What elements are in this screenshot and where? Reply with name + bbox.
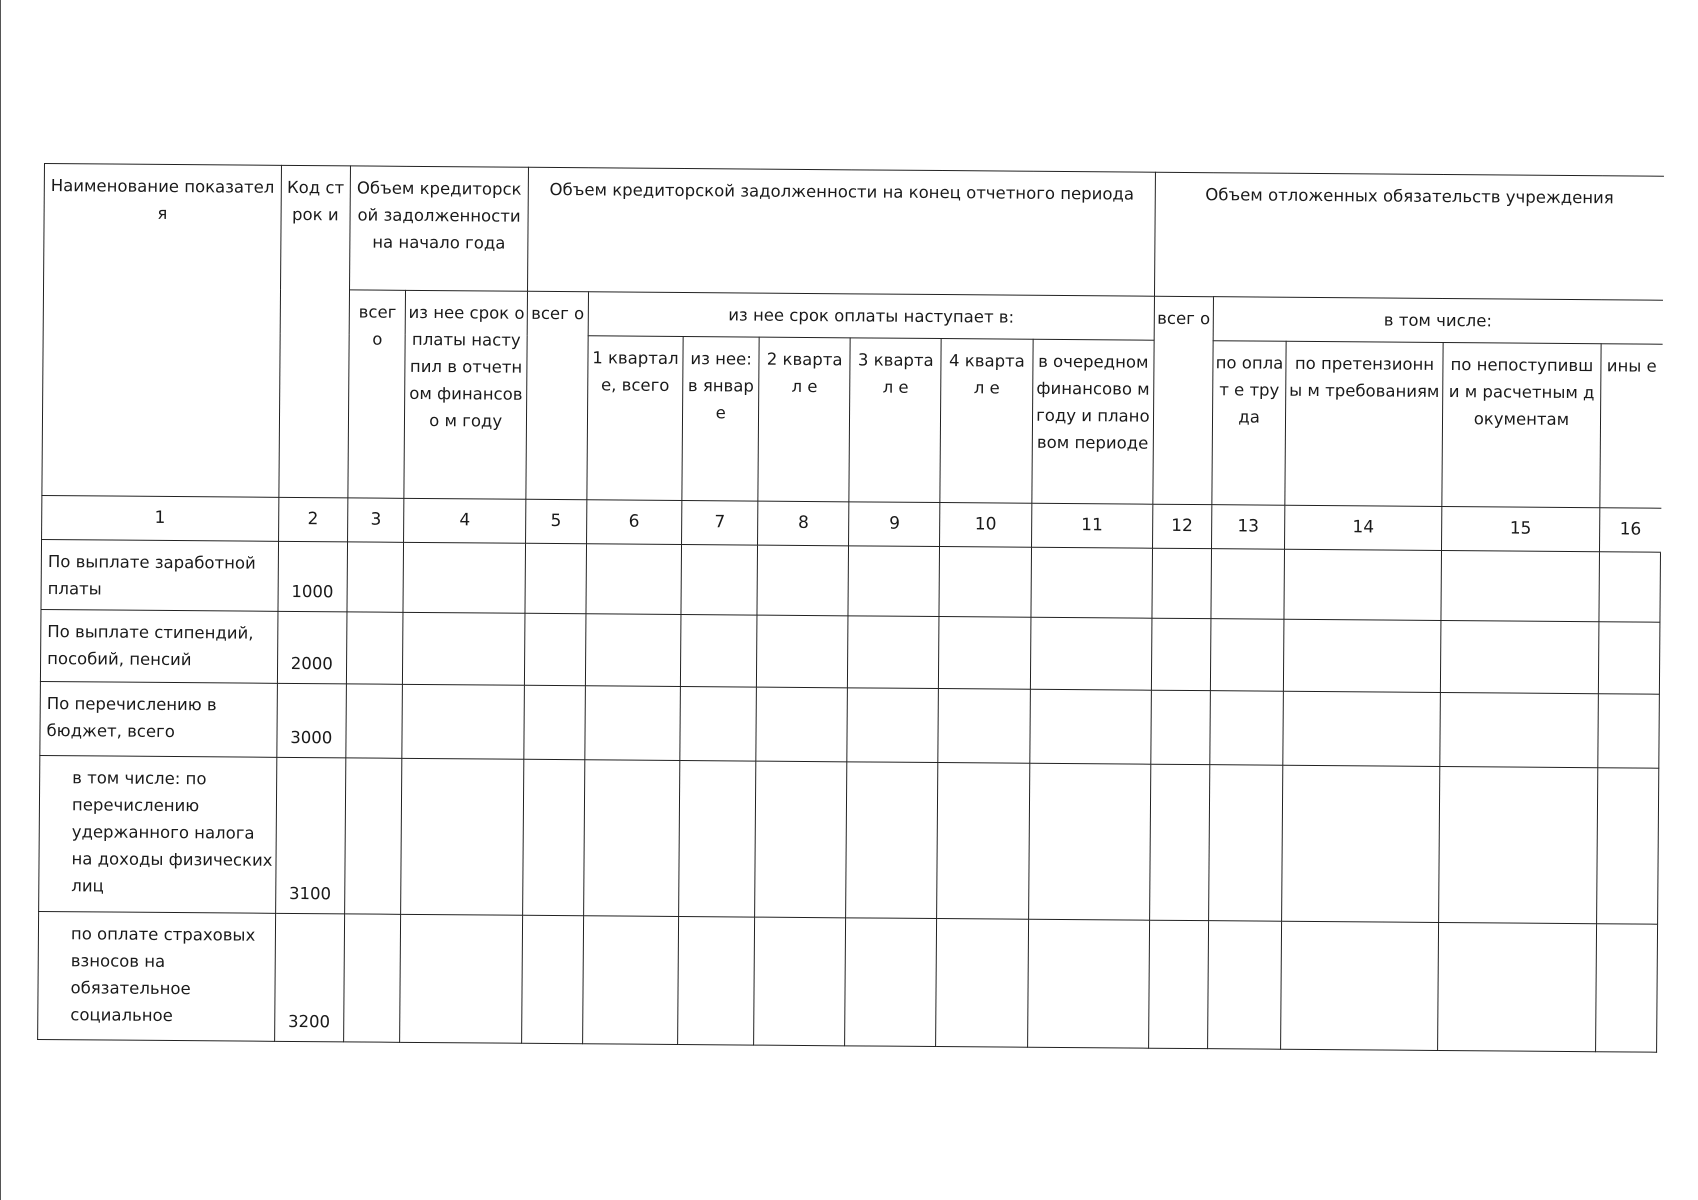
value-cell bbox=[1152, 548, 1211, 618]
scan-edge bbox=[0, 0, 1, 1200]
value-cell bbox=[757, 545, 849, 616]
table-row bbox=[40, 609, 1660, 694]
value-cell bbox=[523, 759, 585, 915]
column-number: 5 bbox=[525, 499, 586, 543]
value-cell bbox=[1149, 920, 1209, 1048]
value-cell bbox=[937, 763, 1029, 920]
value-cell bbox=[1599, 552, 1660, 622]
column-number: 13 bbox=[1211, 505, 1285, 550]
value-cell bbox=[1029, 689, 1151, 764]
value-cell bbox=[403, 612, 525, 685]
value-cell bbox=[848, 546, 940, 617]
table-row bbox=[40, 681, 1660, 768]
value-cell bbox=[1151, 690, 1210, 764]
header-q1: 1 квартал е, всего bbox=[587, 336, 684, 501]
value-cell bbox=[939, 547, 1031, 618]
header-next-year: в очередном финансово м году и плановом периоде bbox=[1031, 339, 1154, 504]
value-cell bbox=[583, 760, 680, 917]
header-start-total: всег о bbox=[348, 290, 406, 498]
header-claims: по претензионны м требованиям bbox=[1285, 341, 1443, 506]
column-number: 6 bbox=[586, 500, 682, 545]
column-number: 3 bbox=[348, 498, 405, 542]
header-group-end-period: Объем кредиторской задолженности на конец отчетного периода bbox=[527, 167, 1155, 296]
header-wages: по оплат е труда bbox=[1212, 341, 1287, 506]
value-cell bbox=[525, 543, 586, 613]
row-name: По перечислению в бюджет, всего bbox=[40, 681, 277, 757]
value-cell bbox=[1598, 694, 1659, 768]
column-number: 1 bbox=[42, 495, 279, 541]
header-end-total: всег о bbox=[526, 291, 588, 499]
value-cell bbox=[1438, 766, 1598, 923]
report-sheet bbox=[37, 163, 1664, 1053]
header-end-due-subheader: из нее срок оплаты наступает в: bbox=[588, 292, 1155, 340]
value-cell bbox=[346, 684, 403, 758]
value-cell bbox=[402, 684, 524, 759]
value-cell bbox=[1441, 550, 1600, 621]
table-row bbox=[41, 539, 1660, 622]
column-number: 16 bbox=[1600, 508, 1661, 552]
row-name: в том числе: по перечислению удержанного налога на доходы физических лиц bbox=[39, 755, 277, 913]
header-group-deferred: Объем отложенных обязательств учреждения bbox=[1155, 172, 1664, 300]
column-number: 8 bbox=[758, 501, 849, 546]
value-cell bbox=[848, 616, 940, 689]
value-cell bbox=[1440, 620, 1599, 693]
table-row bbox=[39, 755, 1659, 924]
row-code: 3200 bbox=[274, 913, 344, 1042]
value-cell bbox=[680, 687, 757, 762]
value-cell bbox=[847, 688, 939, 763]
header-deferred-total: всег о bbox=[1153, 296, 1213, 504]
header-indicator-name: Наименование показателя bbox=[42, 164, 281, 498]
column-number: 7 bbox=[682, 501, 758, 546]
header-group-start-year: Объем кредиторской задолженности на начало года bbox=[349, 166, 528, 291]
value-cell bbox=[400, 914, 523, 1043]
value-cell bbox=[524, 685, 585, 759]
column-number: 11 bbox=[1031, 503, 1153, 548]
value-cell bbox=[1031, 547, 1153, 618]
value-cell bbox=[1439, 692, 1598, 767]
value-cell bbox=[345, 758, 403, 914]
row-code: 3000 bbox=[276, 683, 346, 758]
value-cell bbox=[1211, 549, 1285, 620]
row-code: 1000 bbox=[278, 541, 348, 612]
value-cell bbox=[1209, 691, 1283, 766]
value-cell bbox=[1284, 619, 1441, 692]
value-cell bbox=[1207, 921, 1282, 1050]
header-other: ины е bbox=[1600, 344, 1662, 508]
header-start-overdue: из нее срок оплаты наступил в отчетном финансово м году bbox=[404, 290, 527, 499]
payables-table bbox=[37, 163, 1664, 1053]
value-cell bbox=[756, 687, 848, 762]
value-cell bbox=[1596, 924, 1658, 1052]
header-q3: 3 квартал е bbox=[849, 338, 941, 503]
value-cell bbox=[585, 686, 681, 761]
row-name: По выплате заработной платы bbox=[41, 539, 278, 611]
value-cell bbox=[344, 914, 401, 1042]
value-cell bbox=[1208, 765, 1283, 922]
row-name: По выплате стипендий, пособий, пенсий bbox=[40, 609, 277, 683]
value-cell bbox=[1597, 768, 1659, 924]
column-number: 14 bbox=[1285, 505, 1442, 550]
value-cell bbox=[585, 614, 681, 687]
value-cell bbox=[754, 917, 846, 1046]
header-row-1 bbox=[44, 164, 1664, 301]
value-cell bbox=[846, 762, 938, 919]
value-cell bbox=[939, 617, 1031, 690]
value-cell bbox=[582, 916, 678, 1045]
value-cell bbox=[1151, 618, 1210, 690]
table-row bbox=[38, 911, 1658, 1052]
value-cell bbox=[938, 689, 1030, 764]
column-number: 4 bbox=[404, 498, 526, 543]
value-cell bbox=[1210, 619, 1284, 692]
column-number: 9 bbox=[849, 502, 940, 547]
column-number: 15 bbox=[1441, 506, 1600, 551]
value-cell bbox=[678, 917, 755, 1046]
value-cell bbox=[757, 615, 849, 688]
value-cell bbox=[1283, 691, 1440, 766]
value-cell bbox=[1281, 921, 1438, 1050]
header-unreceived-docs: по непоступивши м расчетным документам bbox=[1442, 342, 1602, 507]
value-cell bbox=[1598, 622, 1659, 694]
value-cell bbox=[401, 758, 524, 915]
header-q2: 2 квартал е bbox=[758, 337, 850, 502]
value-cell bbox=[1150, 764, 1210, 920]
value-cell bbox=[679, 761, 756, 918]
value-cell bbox=[522, 915, 584, 1043]
value-cell bbox=[755, 761, 847, 918]
column-number: 2 bbox=[278, 497, 348, 542]
value-cell bbox=[347, 542, 404, 612]
value-cell bbox=[403, 542, 525, 613]
value-cell bbox=[845, 918, 937, 1047]
value-cell bbox=[681, 615, 758, 688]
value-cell bbox=[936, 919, 1028, 1048]
header-q4: 4 квартал е bbox=[940, 339, 1032, 504]
value-cell bbox=[1282, 765, 1439, 922]
value-cell bbox=[1028, 763, 1151, 920]
column-number: 12 bbox=[1153, 504, 1212, 548]
header-row-code: Код строк и bbox=[278, 165, 350, 498]
value-cell bbox=[586, 544, 682, 615]
header-deferred-including: в том числе: bbox=[1213, 297, 1663, 345]
value-cell bbox=[524, 613, 585, 685]
header-january: из нее: в январ е bbox=[682, 337, 759, 502]
value-cell bbox=[1027, 919, 1150, 1048]
row-name: по оплате страховых взносов на обязательное социальное bbox=[38, 911, 276, 1041]
row-code: 2000 bbox=[277, 611, 347, 684]
value-cell bbox=[1030, 617, 1152, 690]
value-cell bbox=[346, 612, 403, 684]
column-number: 10 bbox=[940, 503, 1031, 548]
value-cell bbox=[1437, 922, 1596, 1051]
value-cell bbox=[681, 545, 758, 616]
value-cell bbox=[1284, 549, 1441, 620]
row-code: 3100 bbox=[275, 757, 346, 914]
